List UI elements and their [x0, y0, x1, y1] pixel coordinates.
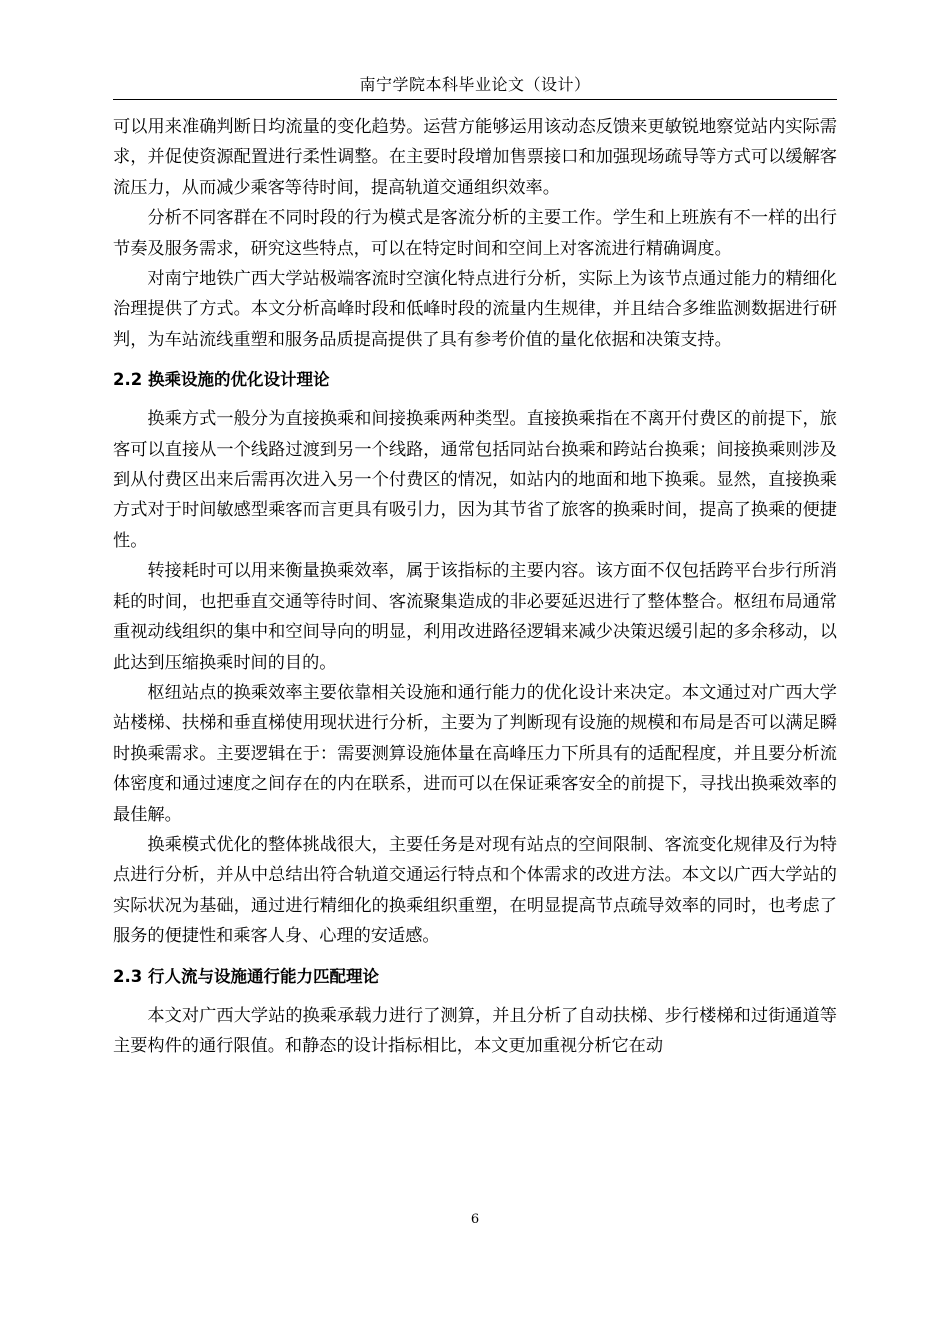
paragraph: 分析不同客群在不同时段的行为模式是客流分析的主要工作。学生和上班族有不一样的出行节奏及服务需求，研究这些特点，可以在特定时间和空间上对客流进行精确调度。 [113, 208, 837, 259]
body-text [113, 112, 837, 1061]
header-rule [113, 99, 837, 100]
running-header: 南宁学院本科毕业论文（设计） [359, 75, 591, 94]
paragraph: 对南宁地铁广西大学站极端客流时空演化特点进行分析，实际上为该节点通过能力的精细化治理提供了方式。本文分析高峰时段和低峰时段的流量内生规律，并且结合多维监测数据进行研判，为车站流线重塑和服务品质提高提供了具有参考价值的量化依据和决策支持。 [113, 269, 837, 350]
section-heading-2-3: 2.3 行人流与设施通行能力匹配理论 [113, 966, 379, 986]
paragraph: 本文对广西大学站的换乘承载力进行了测算，并且分析了自动扶梯、步行楼梯和过街通道等主要构件的通行限值。和静态的设计指标相比，本文更加重视分析它在动 [113, 1005, 837, 1056]
paragraph-continued: 可以用来准确判断日均流量的变化趋势。运营方能够运用该动态反馈来更敏锐地察觉站内实际需求，并促使资源配置进行柔性调整。在主要时段增加售票接口和加强现场疏导等方式可以缓解客流压力，从而减少乘客等待时间，提高轨道交通组织效率。 [113, 117, 837, 198]
paragraph: 转接耗时可以用来衡量换乘效率，属于该指标的主要内容。该方面不仅包括跨平台步行所消耗的时间，也把垂直交通等待时间、客流聚集造成的非必要延迟进行了整体整合。枢纽布局通常重视动线组织的集中和空间导向的明显，利用改进路径逻辑来减少决策迟缓引起的多余移动，以此达到压缩换乘时间的目的。 [113, 561, 837, 673]
paragraph: 换乘模式优化的整体挑战很大，主要任务是对现有站点的空间限制、客流变化规律及行为特点进行分析，并从中总结出符合轨道交通运行特点和个体需求的改进方法。本文以广西大学站的实际状况为基础，通过进行精细化的换乘组织重塑，在明显提高节点疏导效率的同时，也考虑了服务的便捷性和乘客人身、心理的安适感。 [113, 834, 837, 947]
paragraph: 换乘方式一般分为直接换乘和间接换乘两种类型。直接换乘指在不离开付费区的前提下，旅客可以直接从一个线路过渡到另一个线路，通常包括同站台换乘和跨站台换乘；间接换乘则涉及到从付费区出来后需再次进入另一个付费区的情况，如站内的地面和地下换乘。显然，直接换乘方式对于时间敏感型乘客而言更具有吸引力，因为其节省了旅客的换乘时间，提高了换乘的便捷性。 [113, 409, 837, 551]
section-heading-2-2: 2.2 换乘设施的优化设计理论 [113, 370, 330, 390]
paragraph: 枢纽站点的换乘效率主要依靠相关设施和通行能力的优化设计来决定。本文通过对广西大学站楼梯、扶梯和垂直梯使用现状进行分析，主要为了判断现有设施的规模和布局是否可以满足瞬时换乘需求。主要逻辑在于：需要测算设施体量在高峰压力下所具有的适配程度，并且要分析流体密度和通过速度之间存在的内在联系，进而可以在保证乘客安全的前提下，寻找出换乘效率的最佳解。 [113, 682, 837, 825]
page-number: 6 [470, 1212, 480, 1227]
